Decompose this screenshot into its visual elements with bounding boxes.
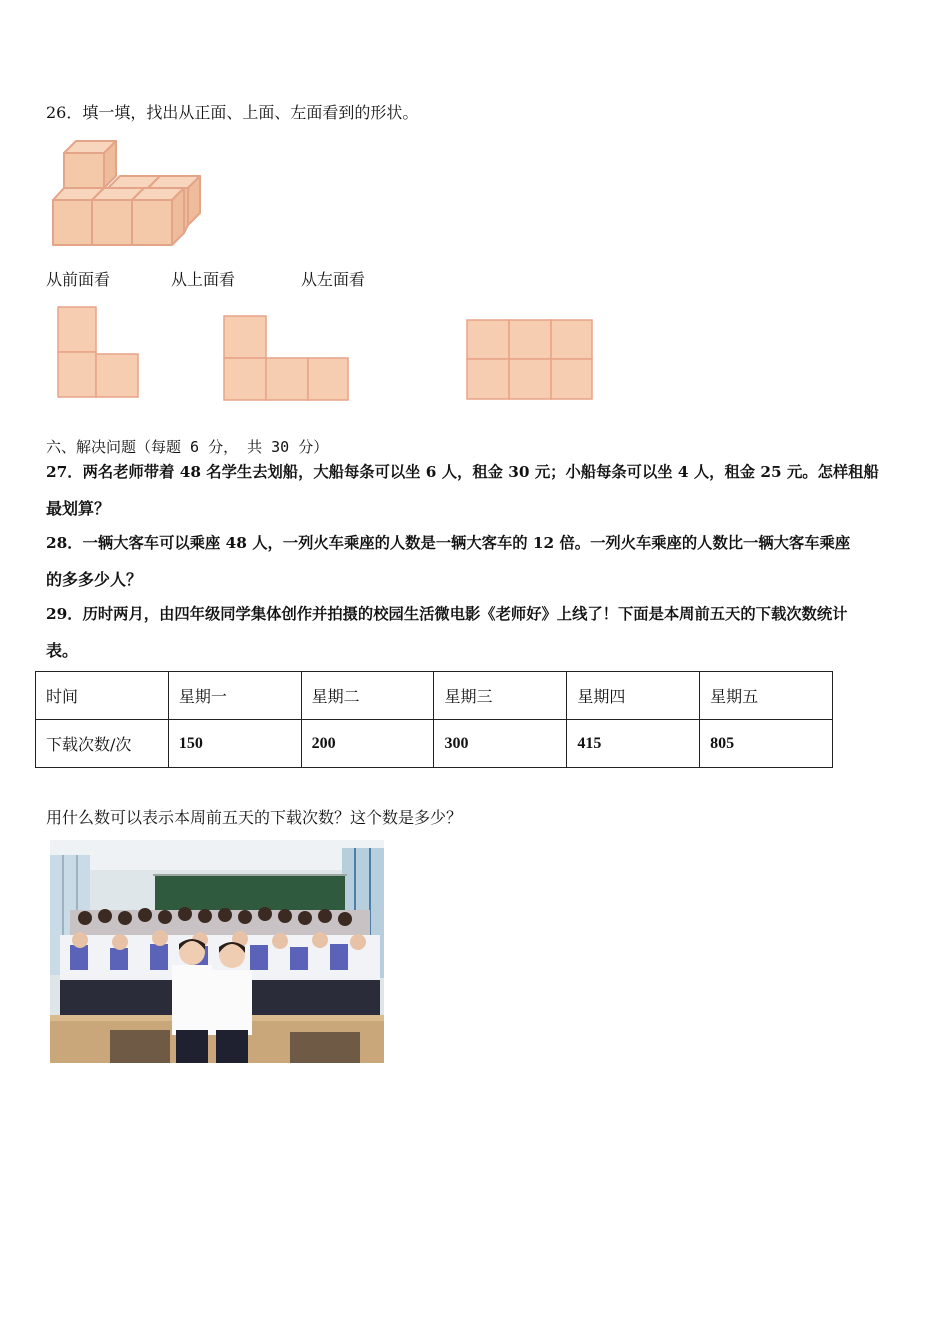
table-row <box>36 720 833 768</box>
classroom-photo <box>50 840 384 1063</box>
q29-line-1: 29．历时两月，由四年级同学集体创作并拍摄的校园生活微电影《老师好》上线了！下面是本周前五天的下载次数统计 <box>46 605 848 623</box>
q28-line-2: 的多多少人？ <box>46 570 143 589</box>
view-shape-2 <box>222 315 352 403</box>
label-front-view: 从前面看 <box>46 270 111 289</box>
table-header-cell: 星期三 <box>434 672 567 720</box>
q29-line-2: 表。 <box>46 641 79 660</box>
section-6-heading: 六、解决问题（每题 6 分， 共 30 分） <box>46 438 329 456</box>
table-cell: 415 <box>567 720 700 768</box>
view-shape-3 <box>466 318 596 402</box>
table-header-cell: 星期四 <box>567 672 700 720</box>
view-shape-1 <box>56 306 142 400</box>
table-row-label: 下载次数/次 <box>36 720 169 768</box>
table-cell: 150 <box>168 720 301 768</box>
q27-line-1: 27．两名老师带着 48 名学生去划船，大船每条可以坐 6 人，租金 30 元；小船每条可以坐 4 人，租金 25 元。怎样租船 <box>46 463 879 481</box>
table-cell: 805 <box>700 720 833 768</box>
q28-line-1: 28．一辆大客车可以乘座 48 人，一列火车乘座的人数是一辆大客车的 12 倍。一列火车乘座的人数比一辆大客车乘座 <box>46 534 851 552</box>
label-top-view: 从上面看 <box>171 270 236 289</box>
table-header-row <box>36 672 833 720</box>
cube-stack-figure <box>50 133 205 248</box>
q27-line-2: 最划算？ <box>46 499 111 518</box>
table-cell: 300 <box>434 720 567 768</box>
table-header-cell: 时间 <box>36 672 169 720</box>
table-cell: 200 <box>301 720 434 768</box>
q26-title: 26．填一填，找出从正面、上面、左面看到的形状。 <box>46 103 419 122</box>
table-header-cell: 星期一 <box>168 672 301 720</box>
table-header-cell: 星期二 <box>301 672 434 720</box>
label-left-view: 从左面看 <box>301 270 366 289</box>
table-header-cell: 星期五 <box>700 672 833 720</box>
q29-question: 用什么数可以表示本周前五天的下载次数？这个数是多少？ <box>46 808 463 827</box>
download-count-table <box>35 671 833 768</box>
